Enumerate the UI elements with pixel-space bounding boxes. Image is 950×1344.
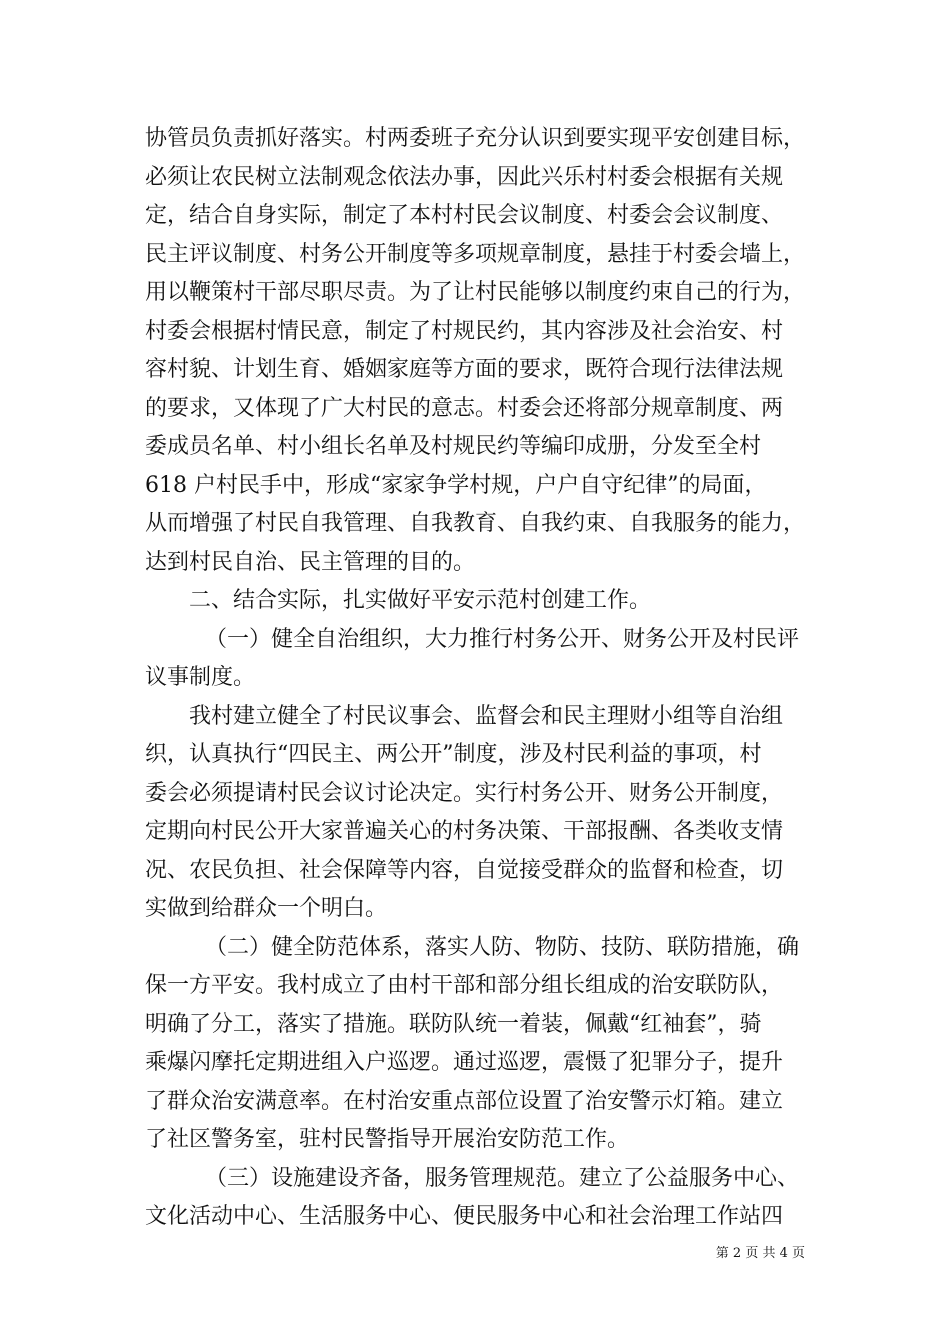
section-heading: 二、结合实际，扎实做好平安示范村创建工作。 [189,588,652,613]
text-line: 议事制度。 [145,665,256,690]
text-line: 文化活动中心、生活服务中心、便民服务中心和社会治理工作站四 [145,1204,784,1229]
text-line: 民主评议制度、村务公开制度等多项规章制度，悬挂于村委会墙上， [145,241,806,267]
subsection-heading: （二）健全防范体系，落实人防、物防、技防、联防措施，确 [205,934,800,960]
page-number: 第 2 页 共 4 页 [715,1246,805,1261]
text-line: 了社区警务室，驻村民警指导开展治安防范工作。 [145,1127,630,1152]
text-line: 达到村民自治、民主管理的目的。 [145,549,476,575]
text-line: 了群众治安满意率。在村治安重点部位设置了治安警示灯箱。建立 [145,1088,784,1114]
text-line: 用以鞭策村干部尽职尽责。为了让村民能够以制度约束自己的行为， [145,280,806,305]
text-line: 织，认真执行“四民主、两公开”制度，涉及村民利益的事项，村 [145,742,762,767]
text-line: 村委会根据村情民意，制定了村规民约，其内容涉及社会治安、村 [145,318,784,344]
text-line: 定，结合自身实际，制定了本村村民会议制度、村委会会议制度、 [145,203,784,228]
text-line: 乘爆闪摩托定期进组入户巡逻。通过巡逻，震慑了犯罪分子，提升 [145,1050,784,1075]
text-line: 我村建立健全了村民议事会、监督会和民主理财小组等自治组 [189,703,784,729]
subsection-heading: （一）健全自治组织，大力推行村务公开、财务公开及村民评 [205,626,800,652]
text-line: 的要求，又体现了广大村民的意志。村委会还将部分规章制度、两 [145,395,784,421]
text-line: 必须让农民树立法制观念依法办事，因此兴乐村村委会根据有关规 [145,164,784,190]
text-line: 委会必须提请村民会议讨论决定。实行村务公开、财务公开制度， [145,780,784,806]
subsection-heading: （三）设施建设齐备，服务管理规范。建立了公益服务中心、 [205,1165,800,1191]
text-line: 委成员名单、村小组长名单及村规民约等编印成册，分发至全村 [145,434,762,459]
text-line: 况、农民负担、社会保障等内容，自觉接受群众的监督和检查，切 [145,857,784,883]
text-line: 618 户村民手中，形成“家家争学村规，户户自守纪律”的局面， [145,472,767,498]
document-body [145,120,830,1237]
text-line: 定期向村民公开大家普遍关心的村务决策、干部报酬、各类收支情 [145,819,784,844]
text-line: 容村貌、计划生育、婚姻家庭等方面的要求，既符合现行法律法规 [145,357,784,382]
text-line: 保一方平安。我村成立了由村干部和部分组长组成的治安联防队， [145,973,784,998]
text-line: 从而增强了村民自我管理、自我教育、自我约束、自我服务的能力， [145,511,806,536]
text-line: 协管员负责抓好落实。村两委班子充分认识到要实现平安创建目标， [145,126,806,151]
text-line: 实做到给群众一个明白。 [145,896,388,921]
text-line: 明确了分工，落实了措施。联防队统一着装，佩戴“红袖套”，骑 [145,1011,762,1037]
